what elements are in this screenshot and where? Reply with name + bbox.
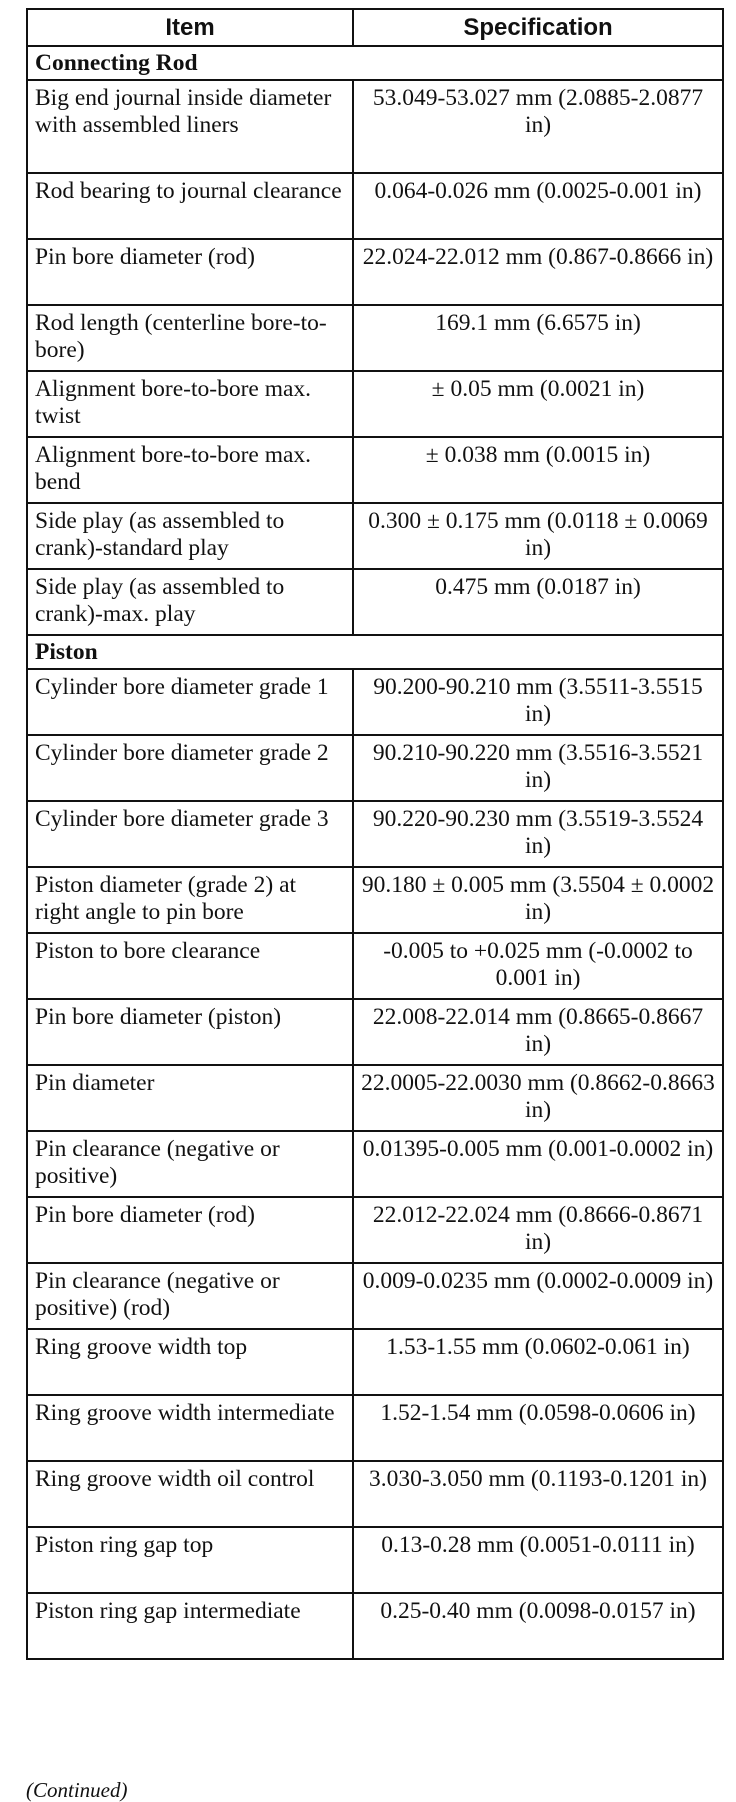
item-cell: Big end journal inside diameter with assembled liners — [27, 80, 353, 173]
section-row — [27, 46, 723, 80]
specification-cell: ± 0.05 mm (0.0021 in) — [353, 371, 723, 437]
item-cell: Piston diameter (grade 2) at right angle to pin bore — [27, 867, 353, 933]
table-row — [27, 867, 723, 933]
table-row — [27, 305, 723, 371]
table-row — [27, 933, 723, 999]
specification-cell: 22.024-22.012 mm (0.867-0.8666 in) — [353, 239, 723, 305]
continued-note: (Continued) — [26, 1778, 128, 1802]
table-body — [27, 46, 723, 1659]
item-cell: Piston ring gap intermediate — [27, 1593, 353, 1659]
specification-cell: 90.200-90.210 mm (3.5511-3.5515 in) — [353, 669, 723, 735]
specification-cell: 3.030-3.050 mm (0.1193-0.1201 in) — [353, 1461, 723, 1527]
table-row — [27, 1197, 723, 1263]
specification-cell: 90.210-90.220 mm (3.5516-3.5521 in) — [353, 735, 723, 801]
specification-cell: 169.1 mm (6.6575 in) — [353, 305, 723, 371]
table-row — [27, 735, 723, 801]
item-cell: Pin bore diameter (piston) — [27, 999, 353, 1065]
table-row — [27, 437, 723, 503]
table-row — [27, 1527, 723, 1593]
table-row — [27, 801, 723, 867]
table-row — [27, 173, 723, 239]
item-cell: Rod length (centerline bore-to-bore) — [27, 305, 353, 371]
item-cell: Ring groove width intermediate — [27, 1395, 353, 1461]
table-row — [27, 503, 723, 569]
item-cell: Pin clearance (negative or positive) (rod) — [27, 1263, 353, 1329]
specification-cell: 22.0005-22.0030 mm (0.8662-0.8663 in) — [353, 1065, 723, 1131]
specification-cell: ± 0.038 mm (0.0015 in) — [353, 437, 723, 503]
item-cell: Piston ring gap top — [27, 1527, 353, 1593]
table-row — [27, 669, 723, 735]
header-row — [27, 9, 723, 46]
item-cell: Alignment bore-to-bore max. bend — [27, 437, 353, 503]
table-row — [27, 569, 723, 635]
specification-cell: 0.25-0.40 mm (0.0098-0.0157 in) — [353, 1593, 723, 1659]
item-cell: Rod bearing to journal clearance — [27, 173, 353, 239]
table-row — [27, 371, 723, 437]
item-cell: Cylinder bore diameter grade 2 — [27, 735, 353, 801]
table-row — [27, 80, 723, 173]
specification-table — [26, 8, 724, 1660]
item-cell: Pin diameter — [27, 1065, 353, 1131]
specification-cell: -0.005 to +0.025 mm (-0.0002 to 0.001 in) — [353, 933, 723, 999]
section-title: Piston — [27, 635, 723, 669]
specification-cell: 90.220-90.230 mm (3.5519-3.5524 in) — [353, 801, 723, 867]
specification-cell: 0.300 ± 0.175 mm (0.0118 ± 0.0069 in) — [353, 503, 723, 569]
specification-cell: 0.01395-0.005 mm (0.001-0.0002 in) — [353, 1131, 723, 1197]
item-cell: Cylinder bore diameter grade 1 — [27, 669, 353, 735]
specification-cell: 0.13-0.28 mm (0.0051-0.0111 in) — [353, 1527, 723, 1593]
item-cell: Pin clearance (negative or positive) — [27, 1131, 353, 1197]
item-column-header: Item — [27, 9, 353, 46]
item-cell: Alignment bore-to-bore max. twist — [27, 371, 353, 437]
specification-cell: 53.049-53.027 mm (2.0885-2.0877 in) — [353, 80, 723, 173]
table-row — [27, 1065, 723, 1131]
specification-cell: 1.53-1.55 mm (0.0602-0.061 in) — [353, 1329, 723, 1395]
specification-cell: 0.064-0.026 mm (0.0025-0.001 in) — [353, 173, 723, 239]
item-cell: Side play (as assembled to crank)-standard play — [27, 503, 353, 569]
specification-cell: 22.008-22.014 mm (0.8665-0.8667 in) — [353, 999, 723, 1065]
item-cell: Piston to bore clearance — [27, 933, 353, 999]
specification-cell: 0.475 mm (0.0187 in) — [353, 569, 723, 635]
item-cell: Side play (as assembled to crank)-max. play — [27, 569, 353, 635]
table-row — [27, 1329, 723, 1395]
table-row — [27, 239, 723, 305]
table-row — [27, 999, 723, 1065]
table-row — [27, 1593, 723, 1659]
specification-cell: 90.180 ± 0.005 mm (3.5504 ± 0.0002 in) — [353, 867, 723, 933]
table-row — [27, 1461, 723, 1527]
specification-column-header: Specification — [353, 9, 723, 46]
table-row — [27, 1263, 723, 1329]
specification-cell: 1.52-1.54 mm (0.0598-0.0606 in) — [353, 1395, 723, 1461]
item-cell: Pin bore diameter (rod) — [27, 239, 353, 305]
specification-cell: 0.009-0.0235 mm (0.0002-0.0009 in) — [353, 1263, 723, 1329]
section-row — [27, 635, 723, 669]
item-cell: Ring groove width top — [27, 1329, 353, 1395]
item-cell: Pin bore diameter (rod) — [27, 1197, 353, 1263]
table-row — [27, 1131, 723, 1197]
section-title: Connecting Rod — [27, 46, 723, 80]
specification-cell: 22.012-22.024 mm (0.8666-0.8671 in) — [353, 1197, 723, 1263]
table-row — [27, 1395, 723, 1461]
item-cell: Ring groove width oil control — [27, 1461, 353, 1527]
item-cell: Cylinder bore diameter grade 3 — [27, 801, 353, 867]
